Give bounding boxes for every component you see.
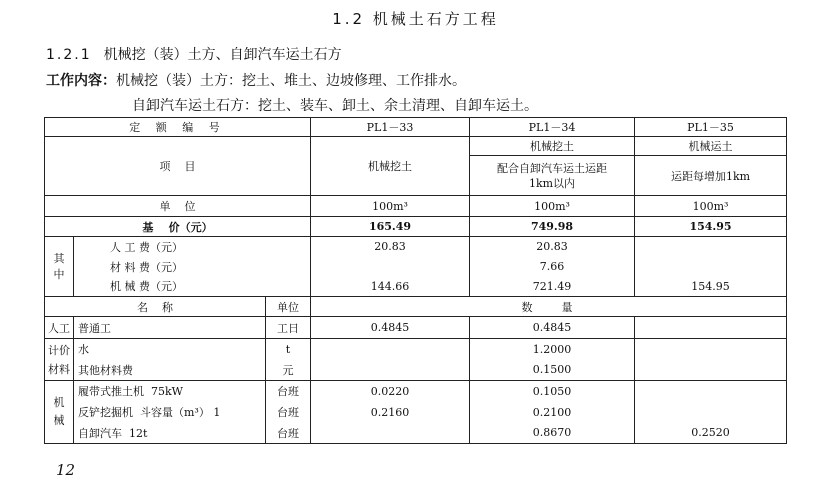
material-unit-other: 元 [266, 360, 311, 381]
name-3: 运距每增加1km [635, 156, 787, 196]
labor-qty-2: 0.4845 [470, 317, 635, 339]
unit-label: 单 位 [45, 196, 311, 217]
code-1: PL1－33 [311, 118, 470, 137]
machine-name-excavator: 反铲挖掘机 斗容量（m³） 1 [74, 402, 266, 423]
unit-1: 100m³ [311, 196, 470, 217]
machine-name-bulldozer: 履带式推土机 75kW [74, 381, 266, 402]
group-35: 机械运土 [635, 137, 787, 156]
machine-unit-excavator: 台班 [266, 402, 311, 423]
machine-qty-bulldozer-2: 0.1050 [470, 381, 635, 402]
machine-name-dumptruck: 自卸汽车 12t [74, 423, 266, 444]
cost-machine-2: 721.49 [470, 277, 635, 297]
material-qty-water-2: 1.2000 [470, 339, 635, 360]
labor-row [45, 317, 787, 339]
unit-2: 100m³ [470, 196, 635, 217]
cost-material-2: 7.66 [470, 257, 635, 277]
machine-qty-dumptruck-2: 0.8670 [470, 423, 635, 444]
cost-labor-1: 20.83 [311, 237, 470, 257]
subsection-title: 机械挖（装）土方、自卸汽车运土石方 [103, 47, 342, 63]
cost-label-labor: 人 工 费（元） [74, 237, 311, 257]
cost-machine-1: 144.66 [311, 277, 470, 297]
material-row-water [45, 339, 787, 360]
cost-row-labor [45, 237, 787, 257]
material-category [45, 339, 74, 381]
cost-labor-3 [635, 237, 787, 257]
col-qty-header: 数 量 [311, 297, 787, 317]
among-label-text: 其中 [53, 251, 65, 281]
cost-row-material [45, 257, 787, 277]
base-price-label: 基 价（元） [45, 217, 311, 237]
section-title: 1.2 机械土石方工程 [332, 10, 499, 28]
machine-unit-bulldozer: 台班 [266, 381, 311, 402]
unit-row [45, 196, 787, 217]
quota-label: 定 额 编 号 [45, 118, 311, 137]
material-qty-other-3 [635, 360, 787, 381]
machine-qty-excavator-1: 0.2160 [311, 402, 470, 423]
machine-qty-dumptruck-1 [311, 423, 470, 444]
code-3: PL1－35 [635, 118, 787, 137]
col-unit-header: 单位 [266, 297, 311, 317]
machine-row-bulldozer [45, 381, 787, 402]
code-row [45, 118, 787, 137]
labor-category: 人工 [45, 317, 74, 339]
machine-category [45, 381, 74, 444]
material-name-other: 其他材料费 [74, 360, 266, 381]
base-price-1: 165.49 [311, 217, 470, 237]
material-row-other [45, 360, 787, 381]
labor-name: 普通工 [74, 317, 266, 339]
base-price-2: 749.98 [470, 217, 635, 237]
machine-unit-dumptruck: 台班 [266, 423, 311, 444]
column-header-row [45, 297, 787, 317]
work-content-label: 工作内容： [46, 73, 116, 89]
material-qty-water-1 [311, 339, 470, 360]
labor-unit: 工日 [266, 317, 311, 339]
base-price-3: 154.95 [635, 217, 787, 237]
machine-qty-excavator-2: 0.2100 [470, 402, 635, 423]
machine-row-dumptruck [45, 423, 787, 444]
group-row [45, 137, 787, 156]
cost-row-machine [45, 277, 787, 297]
machine-qty-bulldozer-1: 0.0220 [311, 381, 470, 402]
name-1: 机械挖土 [311, 137, 470, 196]
machine-qty-dumptruck-3: 0.2520 [635, 423, 787, 444]
material-category-text: 计价材料 [48, 343, 70, 376]
labor-qty-1: 0.4845 [311, 317, 470, 339]
group-34: 机械挖土 [470, 137, 635, 156]
col-name-header: 名 称 [45, 297, 266, 317]
cost-material-3 [635, 257, 787, 277]
quota-table [44, 117, 787, 444]
material-unit-water: t [266, 339, 311, 360]
work-content-line-1 [46, 70, 466, 90]
machine-qty-bulldozer-3 [635, 381, 787, 402]
cost-machine-3: 154.95 [635, 277, 787, 297]
work-content-text-1: 机械挖（装）土方：挖土、堆土、边坡修理、工作排水。 [116, 73, 466, 89]
machine-row-excavator [45, 402, 787, 423]
name-2 [470, 156, 635, 196]
item-label: 项 目 [45, 137, 311, 196]
material-qty-other-1 [311, 360, 470, 381]
subsection-number: 1.2.1 [46, 47, 92, 63]
material-qty-water-3 [635, 339, 787, 360]
cost-label-material: 材 料 费（元） [74, 257, 311, 277]
machine-qty-excavator-3 [635, 402, 787, 423]
name-2-text: 配合自卸汽车运土运距1km以内 [497, 161, 608, 190]
base-price-row [45, 217, 787, 237]
material-qty-other-2: 0.1500 [470, 360, 635, 381]
code-2: PL1－34 [470, 118, 635, 137]
material-name-water: 水 [74, 339, 266, 360]
cost-labor-2: 20.83 [470, 237, 635, 257]
cost-label-machine: 机 械 费（元） [74, 277, 311, 297]
subsection-heading [46, 44, 342, 64]
among-label [45, 237, 74, 297]
page-number: 12 [56, 461, 76, 479]
labor-qty-3 [635, 317, 787, 339]
cost-material-1 [311, 257, 470, 277]
machine-category-text: 机械 [53, 396, 65, 427]
unit-3: 100m³ [635, 196, 787, 217]
work-content-line-2: 自卸汽车运土石方：挖土、装车、卸土、余土清理、自卸车运土。 [132, 98, 538, 114]
